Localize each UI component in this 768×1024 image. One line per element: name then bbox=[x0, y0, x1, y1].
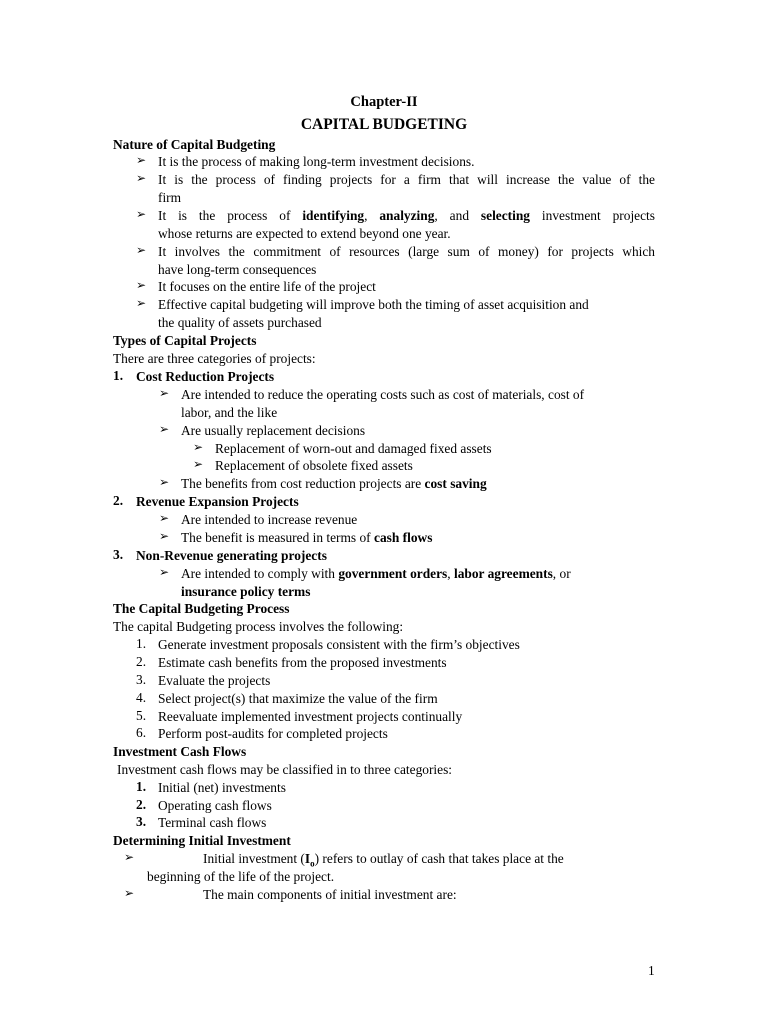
cashflow-item: Terminal cash flows bbox=[158, 815, 267, 830]
nature-bullet-5: It focuses on the entire life of the project bbox=[158, 279, 376, 294]
subheading-revenue-expansion: Revenue Expansion Projects bbox=[136, 494, 299, 509]
step-number: 3. bbox=[136, 672, 147, 687]
step-number: 1. bbox=[136, 636, 147, 651]
bullet-arrow-icon: ➢ bbox=[159, 529, 170, 543]
nature-bullet-2-cont: firm bbox=[158, 190, 182, 205]
bullet-arrow-icon: ➢ bbox=[159, 386, 170, 400]
cost-reduction-bullet-2: Are usually replacement decisions bbox=[181, 423, 366, 438]
bullet-arrow-icon: ➢ bbox=[159, 511, 170, 525]
bullet-arrow-icon: ➢ bbox=[193, 440, 204, 454]
cost-reduction-bullet-1: Are intended to reduce the operating costs such as cost of materials, cost of bbox=[181, 387, 585, 402]
process-step: Reevaluate implemented investment projects continually bbox=[158, 709, 463, 724]
subheading-non-revenue: Non-Revenue generating projects bbox=[136, 548, 327, 563]
bullet-arrow-icon: ➢ bbox=[136, 207, 147, 221]
nature-bullet-4-cont: have long-term consequences bbox=[158, 262, 317, 277]
bullet-arrow-icon: ➢ bbox=[136, 296, 147, 310]
section-heading-cashflows: Investment Cash Flows bbox=[113, 744, 247, 759]
nature-bullet-3: It is the process of identifying, analyzing, and selecting investment projects bbox=[158, 208, 655, 223]
subheading-cost-reduction: Cost Reduction Projects bbox=[136, 369, 275, 384]
types-intro: There are three categories of projects: bbox=[113, 351, 316, 366]
cost-reduction-subbullet-1: Replacement of worn-out and damaged fixed assets bbox=[215, 441, 492, 456]
bullet-arrow-icon: ➢ bbox=[124, 886, 135, 900]
process-intro: The capital Budgeting process involves the following: bbox=[113, 619, 404, 634]
section-heading-nature: Nature of Capital Budgeting bbox=[113, 137, 276, 152]
bullet-arrow-icon: ➢ bbox=[136, 153, 147, 167]
list-number: 2. bbox=[136, 797, 147, 812]
list-number: 3. bbox=[113, 547, 124, 562]
chapter-title: CAPITAL BUDGETING bbox=[300, 116, 468, 133]
step-number: 5. bbox=[136, 708, 147, 723]
bullet-arrow-icon: ➢ bbox=[159, 475, 170, 489]
nature-bullet-3-cont: whose returns are expected to extend beyond one year. bbox=[158, 226, 451, 241]
bullet-arrow-icon: ➢ bbox=[159, 422, 170, 436]
revenue-expansion-bullet-1: Are intended to increase revenue bbox=[181, 512, 358, 527]
list-number: 2. bbox=[113, 493, 124, 508]
nature-bullet-4: It involves the commitment of resources (large sum of money) for projects which bbox=[158, 244, 655, 259]
initial-bullet-1: Initial investment $(I_o)$ refers to outlay of cash that takes place at the bbox=[203, 851, 564, 869]
section-heading-process: The Capital Budgeting Process bbox=[113, 601, 290, 616]
cashflow-item: Initial (net) investments bbox=[158, 780, 286, 795]
nature-bullet-6: Effective capital budgeting will improve both the timing of asset acquisition and bbox=[158, 297, 589, 312]
list-number: 1. bbox=[136, 779, 147, 794]
cost-reduction-bullet-1-cont: labor, and the like bbox=[181, 405, 278, 420]
non-revenue-bullet-1: Are intended to comply with government orders, labor agreements, or bbox=[181, 566, 571, 581]
bullet-arrow-icon: ➢ bbox=[136, 278, 147, 292]
process-step: Perform post-audits for completed projects bbox=[158, 726, 388, 741]
section-heading-initial: Determining Initial Investment bbox=[113, 833, 291, 848]
cost-reduction-bullet-3: The benefits from cost reduction projects are cost saving bbox=[181, 476, 487, 491]
bullet-arrow-icon: ➢ bbox=[159, 565, 170, 579]
process-step: Estimate cash benefits from the proposed investments bbox=[158, 655, 447, 670]
nature-bullet-6-cont: the quality of assets purchased bbox=[158, 315, 322, 330]
cost-reduction-subbullet-2: Replacement of obsolete fixed assets bbox=[215, 458, 413, 473]
process-step: Generate investment proposals consistent with the firm’s objectives bbox=[158, 637, 520, 652]
initial-bullet-2: The main components of initial investment are: bbox=[203, 887, 457, 902]
nature-bullet-2: It is the process of finding projects for a firm that will increase the value of the bbox=[158, 172, 655, 187]
cashflows-intro: Investment cash flows may be classified in to three categories: bbox=[117, 762, 453, 777]
process-step: Evaluate the projects bbox=[158, 673, 271, 688]
step-number: 2. bbox=[136, 654, 147, 669]
step-number: 6. bbox=[136, 725, 147, 740]
page-number: 1 bbox=[648, 963, 655, 978]
cashflow-item: Operating cash flows bbox=[158, 798, 272, 813]
bullet-arrow-icon: ➢ bbox=[136, 171, 147, 185]
nature-bullet-1: It is the process of making long-term investment decisions. bbox=[158, 154, 475, 169]
bullet-arrow-icon: ➢ bbox=[124, 850, 135, 864]
non-revenue-bullet-1-cont: insurance policy terms bbox=[181, 584, 311, 599]
section-heading-types: Types of Capital Projects bbox=[113, 333, 257, 348]
bullet-arrow-icon: ➢ bbox=[136, 243, 147, 257]
list-number: 1. bbox=[113, 368, 124, 383]
step-number: 4. bbox=[136, 690, 147, 705]
process-step: Select project(s) that maximize the value of the firm bbox=[158, 691, 438, 706]
chapter-label: Chapter-II bbox=[350, 94, 418, 110]
initial-bullet-1-cont: beginning of the life of the project. bbox=[147, 869, 335, 884]
bullet-arrow-icon: ➢ bbox=[193, 457, 204, 471]
list-number: 3. bbox=[136, 814, 147, 829]
revenue-expansion-bullet-2: The benefit is measured in terms of cash flows bbox=[181, 530, 433, 545]
